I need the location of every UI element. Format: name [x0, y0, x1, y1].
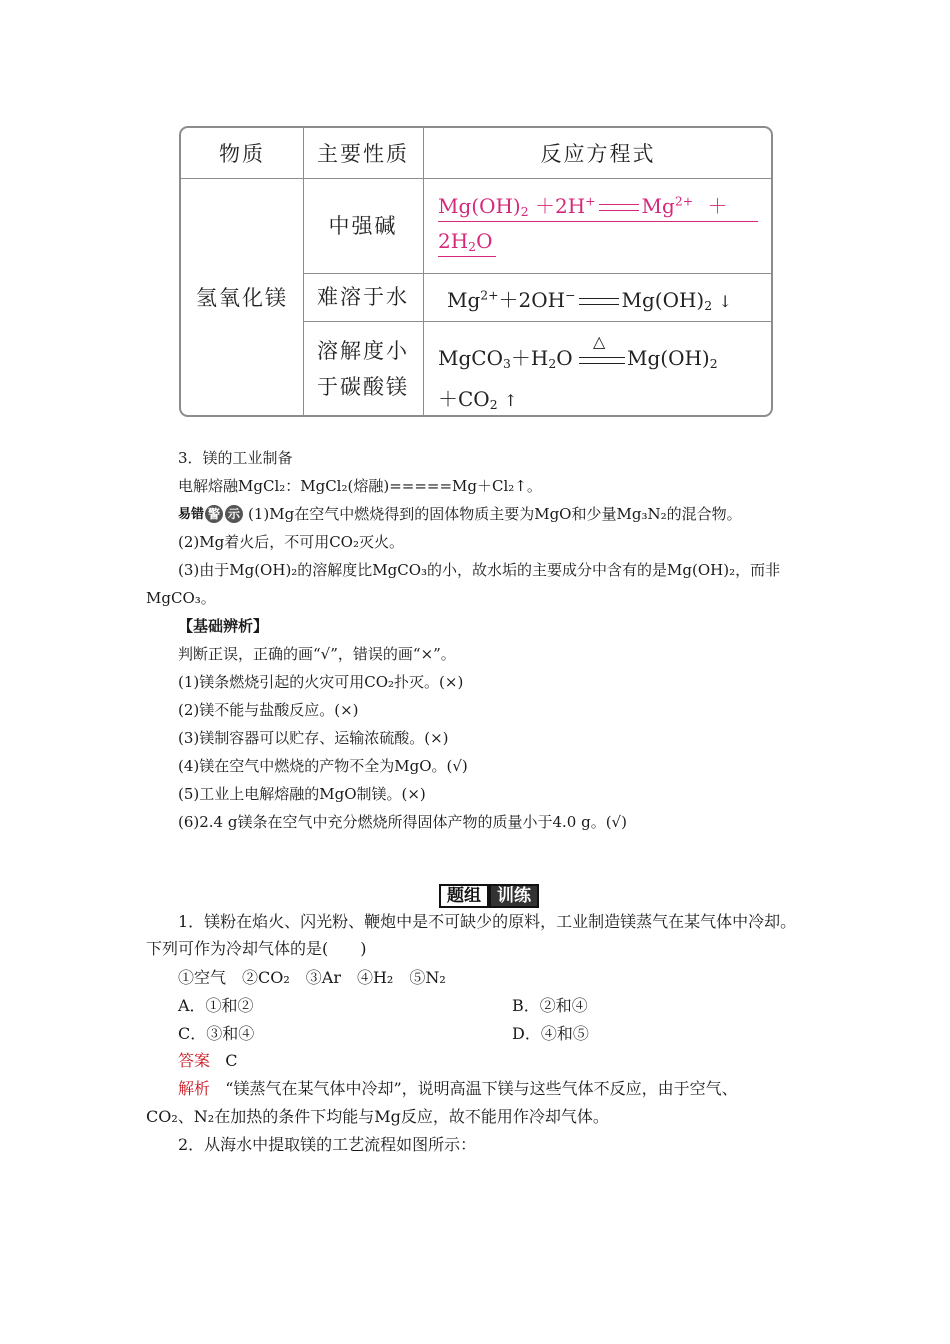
analysis-label: 解析	[178, 1079, 211, 1098]
equation-decomposition-line2: $+CO_2$ ↑	[438, 387, 518, 413]
analysis-continued: CO₂、N₂在加热的条件下均能与Mg反应，故不能用作冷却气体。	[146, 1107, 609, 1126]
equation-precipitation: $Mg^{2+}+2OH^-$ $Mg(OH)_2$ ↓	[447, 287, 732, 314]
answer	[178, 1050, 238, 1072]
question-1-stem: 1．镁粉在焰火、闪光粉、鞭炮中是不可缺少的原料，工业制造镁蒸气在某气体中冷却。	[178, 912, 797, 931]
property-line: 于碳酸镁	[317, 375, 409, 399]
warning-point-continued: MgCO₃。	[146, 589, 216, 607]
property-table	[179, 126, 773, 417]
basics-item: (2)镁不能与盐酸反应。(×)	[178, 701, 359, 719]
header-substance: 物质	[219, 142, 265, 166]
warning-badge: 易错 警 示	[178, 505, 244, 525]
basics-item: (3)镁制容器可以贮存、运输浓硫酸。(×)	[178, 729, 449, 747]
basics-item: (5)工业上电解熔融的MgO制镁。(×)	[178, 785, 426, 803]
basics-item: (4)镁在空气中燃烧的产物不全为MgO。(√)	[178, 757, 468, 775]
question-2-stem: 2．从海水中提取镁的工艺流程如图所示：	[178, 1135, 477, 1154]
property-cell	[303, 321, 423, 417]
equation-decomposition-line1: $MgCO_3+H_2O$ △ $Mg(OH)_2$	[438, 331, 718, 372]
group-title-a: 题组	[439, 884, 489, 908]
property-cell: 难溶于水	[317, 285, 409, 309]
equation-neutralization-line1: $Mg(OH)_2 +2H^+$ $Mg^{2+}$ ＋	[438, 190, 760, 222]
group-title-b: 训练	[489, 884, 539, 908]
answer-value: C	[225, 1051, 238, 1070]
option-a: A．①和②	[178, 996, 254, 1015]
question-1-gases: ①空气 ②CO₂ ③Ar ④H₂ ⑤N₂	[178, 968, 446, 987]
warning-point: 易错 警 示 (1)Mg在空气中燃烧得到的固体物质主要为MgO和少量Mg₃N₂的混合物。	[178, 505, 742, 523]
warning-point: (2)Mg着火后，不可用CO₂灭火。	[178, 533, 404, 551]
property-cell: 中强碱	[328, 213, 398, 238]
substance-cell: 氢氧化镁	[196, 285, 288, 310]
option-d: D．④和⑤	[512, 1024, 589, 1043]
header-equation: 反应方程式	[540, 142, 656, 166]
option-c: C．③和④	[178, 1024, 255, 1043]
analysis: 解析 “镁蒸气在某气体中冷却”，说明高温下镁与这些气体不反应，由于空气、	[178, 1079, 738, 1098]
basics-item: (1)镁条燃烧引起的火灾可用CO₂扑灭。(×)	[178, 673, 464, 691]
answer-label: 答案	[178, 1051, 211, 1070]
equation-neutralization-line2: $2H_2O$	[438, 229, 496, 257]
electrolysis-equation: 电解熔融MgCl₂：MgCl₂(熔融)=====Mg＋Cl₂↑。	[178, 477, 542, 495]
warning-point: (3)由于Mg(OH)₂的溶解度比MgCO₃的小，故水垢的主要成分中含有的是Mg(OH)₂，而非	[178, 561, 781, 579]
property-line: 溶解度小	[317, 339, 409, 363]
question-1-stem-continued: 下列可作为冷却气体的是( )	[146, 939, 367, 958]
basics-instruction: 判断正误，正确的画“√”，错误的画“×”。	[178, 645, 456, 663]
header-property: 主要性质	[317, 142, 409, 166]
section-title: 3．镁的工业制备	[178, 449, 293, 467]
basics-item: (6)2.4 g镁条在空气中充分燃烧所得固体产物的质量小于4.0 g。(√)	[178, 813, 627, 831]
basics-heading: 【基础辨析】	[178, 617, 269, 635]
group-title	[439, 884, 539, 908]
option-b: B．②和④	[512, 996, 588, 1015]
